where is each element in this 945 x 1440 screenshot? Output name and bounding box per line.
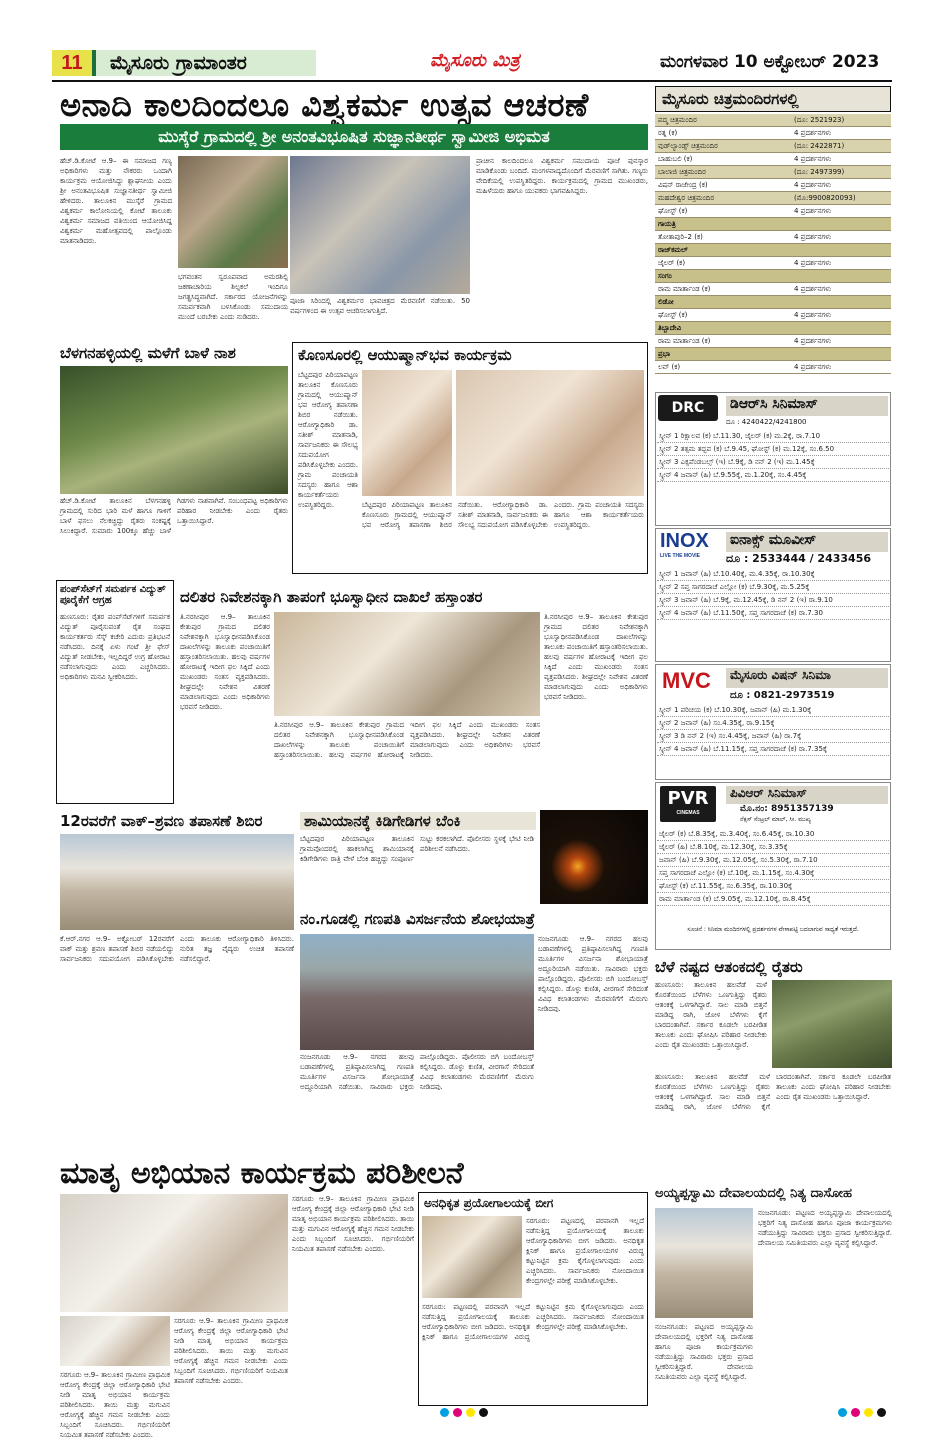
issue-date: ಮಂಗಳವಾರ 10 ಅಕ್ಟೋಬರ್ 2023 bbox=[660, 52, 880, 72]
cinema-row-value bbox=[791, 322, 891, 334]
cinema-row-value: (ಮೊ:9900820093) bbox=[794, 194, 856, 202]
story11-photo bbox=[422, 1216, 522, 1298]
yellow-dot bbox=[466, 1408, 475, 1417]
cinema-row bbox=[655, 361, 891, 374]
cinema-row-name: ಲಿಡೋ bbox=[658, 298, 674, 306]
cinema-row bbox=[655, 114, 891, 127]
pvr-line: ರಾಮ ಮಾರ್ತಾಂಡ (ಕ) ಬೆ.9.05ಕ್ಕೆ, ಮ.12.10ಕ್ಕೆ, ರಾ.8.45ಕ್ಕೆ bbox=[657, 893, 889, 906]
cinema-row bbox=[655, 309, 891, 322]
pvr-address: ನೆಕ್ಸಸ್ ಸೆಂಟ್ರಲ್ ಮಾಲ್, ಸೀ. ಮುಖ್ಯ bbox=[740, 816, 811, 823]
story12-body: ನಂಜನಗೂಡು: ಪಟ್ಟಣದ ಅಯ್ಯಪ್ಪಸ್ವಾಮಿ ದೇವಾಲಯದಲ್ಲಿ ಭಕ್ತರಿಗೆ ನಿತ್ಯ ದಾಸೋಹ ಹಾಗೂ ಪೂಜಾ ಕಾರ್ಯಕ್ರಮಗಳು ನಡೆಯುತ್ತಿದ್ದು ಸಾವಿರಾರು ಭಕ್ತರು ಪ್ರಸಾದ ಸ್ವೀಕರಿಸುತ್ತಿದ್ದಾರೆ. ದೇವಾಲಯ ಸಮಿತಿಯವರು ಎಲ್ಲಾ ವ್ಯವಸ್ಥೆ ಕಲ್ಪಿಸಿದ್ದಾರೆ. bbox=[758, 1209, 892, 1247]
story10-body-2: ಸರಗೂರು ಆ.9– ತಾಲೂಕಿನ ಗ್ರಾಮೀಣ ಪ್ರಾಥಮಿಕ ಆರೋಗ್ಯ ಕೇಂದ್ರಕ್ಕೆ ಜಿಲ್ಲಾ ಆರೋಗ್ಯಾಧಿಕಾರಿ ಭೇಟಿ ನೀಡಿ ಮಾತೃ ಅಭಿಯಾನ ಕಾರ್ಯಕ್ರಮ ಪರಿಶೀಲಿಸಿದರು. ತಾಯಿ ಮತ್ತು ಮಗುವಿನ ಆರೋಗ್ಯಕ್ಕೆ ಹೆಚ್ಚಿನ ಗಮನ ನೀಡಬೇಕು ಎಂದು ಸಿಬ್ಬಂದಿಗೆ ಸೂಚಿಸಿದರು. ಗರ್ಭಿಣಿಯರಿಗೆ ನಿಯಮಿತ ತಪಾಸಣೆ ನಡೆಸಬೇಕು ಎಂದರು. bbox=[60, 1371, 170, 1439]
story1-col2: ಭಗವಂತನ ಸ್ವರೂಪವಾದ ಅಮರಶಿಲ್ಪಿ ಜಕಣಾಚಾರಿಯ ಶಿಲ್ಪಕಲೆ ಇಂದಿಗೂ ಜಗತ್ಪ್ರಸಿದ್ಧವಾಗಿದೆ. ಸರ್ಕಾರದ ಯೋಜನೆಗಳನ್ನು ಸಮರ್ಪಕವಾಗಿ ಬಳಸಿಕೊಂಡು ಸಮುದಾಯ ಮುಂದೆ ಬರಬೇಕು ಎಂದು ನುಡಿದರು. bbox=[178, 273, 288, 321]
cinema-row bbox=[655, 257, 891, 270]
mvc-line: ಸ್ಕ್ರೀನ್ 4 ಜವಾನ್ (ಹಿ) ಬೆ.11.15ಕ್ಕೆ, ಸಪ್ತ ಸಾಗರದಾಚೆ (ಕ) ರಾ.7.35ಕ್ಕೆ bbox=[657, 743, 889, 756]
drc-line: ಸ್ಕ್ರೀನ್ 1 ರಿಕ್ಷಾಲವ (ಕ) ಬೆ.11.30, ಜೈಲರ್ (ಕ) ಮ.2ಕ್ಕೆ, ರಾ.7.10 bbox=[657, 430, 889, 443]
story1-headline: ಅನಾದಿ ಕಾಲದಿಂದಲೂ ವಿಶ್ವಕರ್ಮ ಉತ್ಸವ ಆಚರಣೆ bbox=[60, 86, 589, 124]
cinema-row-name: ಸಂಗಂ bbox=[658, 272, 672, 280]
story12-photo-temple bbox=[655, 1208, 753, 1318]
cinema-row bbox=[655, 205, 891, 218]
pvr-name: ಪಿವಿಆರ್ ಸಿನಿಮಾಸ್ bbox=[726, 786, 888, 804]
story1-photo-women bbox=[178, 156, 288, 268]
cyan-dot bbox=[440, 1408, 449, 1417]
pvr-logo-sub: CINEMAS bbox=[676, 810, 700, 816]
mvc-logo: MVC bbox=[662, 668, 711, 693]
story10-headline: ಮಾತೃ ಅಭಿಯಾನ ಕಾರ್ಯಕ್ರಮ ಪರಿಶೀಲನೆ bbox=[60, 1156, 464, 1191]
cinema-row bbox=[655, 231, 891, 244]
story11-body-2: ಸರಗೂರು: ಪಟ್ಟಣದಲ್ಲಿ ಪರವಾನಗಿ ಇಲ್ಲದೆ ನಡೆಸುತ್ತಿದ್ದ ಪ್ರಯೋಗಾಲಯಕ್ಕೆ ತಾಲೂಕು ಆರೋಗ್ಯಾಧಿಕಾರಿಗಳು ಬೀಗ ಜಡಿದರು. ಅನಧಿಕೃತ ಕ್ಲಿನಿಕ್ ಹಾಗೂ ಪ್ರಯೋಗಾಲಯಗಳ ವಿರುದ್ಧ ಕಟ್ಟುನಿಟ್ಟಿನ ಕ್ರಮ ಕೈಗೊಳ್ಳಲಾಗುವುದು ಎಂದು ಎಚ್ಚರಿಸಿದರು. ಸಾರ್ವಜನಿಕರು ನೋಂದಾಯಿತ ಕೇಂದ್ರಗಳಲ್ಲೇ ಪರೀಕ್ಷೆ ಮಾಡಿಸಿಕೊಳ್ಳಬೇಕು. bbox=[422, 1303, 644, 1341]
cinema-row-name: ಘೋಸ್ಟ್ (ಕ) bbox=[658, 207, 688, 215]
pvr-line: ಜೈಲರ್ (ಕ) ಬೆ.8.35ಕ್ಕೆ, ಮ.3.40ಕ್ಕೆ, ಸಂ.6.45ಕ್ಕೆ, ರಾ.10.30 bbox=[657, 828, 889, 841]
story9-body-2: ಹುಣಸೂರು: ತಾಲೂಕಿನ ಹಲವೆಡೆ ಮಳೆ ಕೊರತೆಯಿಂದ ಬೆಳೆಗಳು ಒಣಗುತ್ತಿದ್ದು ರೈತರು ಆತಂಕಕ್ಕೆ ಒಳಗಾಗಿದ್ದಾರೆ. ಸಾಲ ಮಾಡಿ ಬಿತ್ತನೆ ಮಾಡಿದ್ದ ರಾಗಿ, ಜೋಳ ಬೆಳೆಗಳು ಕೈಗೆ ಬಾರದಂತಾಗಿವೆ. ಸರ್ಕಾರ ಕೂಡಲೇ ಬರಪೀಡಿತ ತಾಲೂಕು ಎಂದು ಘೋಷಿಸಿ ಪರಿಹಾರ ನೀಡಬೇಕು ಎಂದು ರೈತ ಮುಖಂಡರು ಒತ್ತಾಯಿಸಿದ್ದಾರೆ. bbox=[655, 1073, 891, 1111]
cinema-row-name: ಪದ್ಮ ಚಿತ್ರಮಂದಿರ bbox=[658, 116, 697, 124]
cinema-row-value: 4 ಪ್ರದರ್ಶನಗಳು bbox=[794, 337, 832, 345]
story8-body: ನಂಜನಗೂಡು ಆ.9– ನಗರದ ಹಲವು ಬಡಾವಣೆಗಳಲ್ಲಿ ಪ್ರತಿಷ್ಠಾಪಿಸಲಾಗಿದ್ದ ಗಣಪತಿ ಮೂರ್ತಿಗಳ ವಿಸರ್ಜನಾ ಶೋಭಾಯಾತ್ರೆ ಅದ್ದೂರಿಯಾಗಿ ನಡೆಯಿತು. ಸಾವಿರಾರು ಭಕ್ತರು ಪಾಲ್ಗೊಂಡಿದ್ದರು. ಪೊಲೀಸರು ಬಿಗಿ ಬಂದೋಬಸ್ತ್ ಕಲ್ಪಿಸಿದ್ದರು. ಡೊಳ್ಳು ಕುಣಿತ, ವೀರಗಾಸೆ ಸೇರಿದಂತೆ ವಿವಿಧ ಕಲಾತಂಡಗಳು ಮೆರವಣಿಗೆಗೆ ಮೆರುಗು ನೀಡಿದವು. bbox=[300, 1053, 534, 1091]
story1-col1: ಹೆಚ್.ಡಿ.ಕೋಟೆ ಆ.9– ಈ ಸಮಾಜದ ಗಣ್ಯ ಅಧಿಕಾರಿಗಳು ಮತ್ತು ನೌಕರರು ಒಂದಾಗಿ ಕಾರ್ಯಕ್ರಮ ಆಯೋಜಿಸಿದ್ದು ಶ್ಲಾಘನೀಯ ಎಂದು ಶ್ರೀ ಅನಂತವಿಭೂಷಿತ ಸುಜ್ಞಾನತೀರ್ಥ ಸ್ವಾಮೀಜಿ ಹೇಳಿದರು. ತಾಲೂಕಿನ ಮುಸ್ಕೆರೆ ಗ್ರಾಮದ ವಿಶ್ವಕರ್ಮ ಕಾಲೋನಿಯಲ್ಲಿ ಕೋಟೆ ತಾಲೂಕು ವಿಶ್ವಕರ್ಮ ಸಮಾಜದ ವತಿಯಿಂದ ಆಯೋಜಿಸಿದ್ದ ವಿಶ್ವಕರ್ಮ ಮಹೋತ್ಸವದಲ್ಲಿ ಪಾಲ್ಗೊಂಡು ಮಾತನಾಡಿದರು. bbox=[60, 157, 172, 245]
cinema-row bbox=[655, 179, 891, 192]
story1-photo-swamiji bbox=[290, 156, 470, 294]
cinema-row-name: ರಾಮ ಮಾರ್ತಾಂಡ (ಕ) bbox=[658, 285, 711, 293]
cinema-row-value bbox=[791, 244, 891, 256]
cinema-row bbox=[655, 127, 891, 140]
story5-photo bbox=[274, 612, 540, 716]
story2-headline: ಬೆಳಗನಹಳ್ಳಿಯಲ್ಲಿ ಮಳೆಗೆ ಬಾಳೆ ನಾಶ bbox=[60, 344, 236, 362]
cinema-row-value bbox=[791, 270, 891, 282]
cinema-row-name: ತೋತಾಪುರಿ–2 (ಕ) bbox=[658, 233, 703, 241]
cinema-row bbox=[655, 218, 891, 231]
header-rule bbox=[52, 80, 892, 82]
cinema-row-value: 4 ಪ್ರದರ್ಶನಗಳು bbox=[794, 363, 832, 371]
cinema-row-value: 4 ಪ್ರದರ್ಶನಗಳು bbox=[794, 233, 832, 241]
cinema-row bbox=[655, 140, 891, 153]
cinema-row bbox=[655, 270, 891, 283]
story4-headline: ಪಂಪ್‌ಸೆಟ್‌ಗೆ ಸಮರ್ಪಕ ವಿದ್ಯುತ್ ಪೂರೈಕೆಗೆ ಆಗ್ರಹ bbox=[60, 584, 166, 606]
pvr-phone: ಮೊ.ನಂ: 8951357139 bbox=[740, 804, 834, 814]
cinema-row-value: 4 ಪ್ರದರ್ಶನಗಳು bbox=[794, 129, 832, 137]
masthead-logo: ಮೈಸೂರು ಮಿತ್ರ bbox=[430, 50, 520, 71]
cinema-row bbox=[655, 166, 891, 179]
cinema-row-value bbox=[791, 296, 891, 308]
story3-body-2: ಬೆಟ್ಟದಪುರ ಪಿರಿಯಾಪಟ್ಟಣ ತಾಲೂಕಿನ ಕೊಣಸೂರು ಗ್ರಾಮದಲ್ಲಿ ಆಯುಷ್ಮಾನ್ ಭವ ಆರೋಗ್ಯ ತಪಾಸಣಾ ಶಿಬಿರ ನಡೆಯಿತು. ಆರೋಗ್ಯಾಧಿಕಾರಿ ಡಾ. ಸತೀಶ್ ಮಾತನಾಡಿ, ಸಾರ್ವಜನಿಕರು ಈ ಸೌಲಭ್ಯ ಸದುಪಯೋಗ ಪಡಿಸಿಕೊಳ್ಳಬೇಕು ಎಂದರು. ಗ್ರಾಮ ಪಂಚಾಯತಿ ಸದಸ್ಯರು ಹಾಗೂ ಆಶಾ ಕಾರ್ಯಕರ್ತೆಯರು ಉಪಸ್ಥಿತರಿದ್ದರು. bbox=[362, 501, 644, 529]
mvc-line: ಸ್ಕ್ರೀನ್ 1 ಪರಿಚಯ (ಕ) ಬೆ.10.30ಕ್ಕೆ, ಜವಾನ್ (ಹಿ) ಮ.1.30ಕ್ಕೆ bbox=[657, 704, 889, 717]
drc-logo: DRC bbox=[658, 395, 718, 421]
drc-name: ಡಿಆರ್‌ಸಿ ಸಿನಿಮಾಸ್ bbox=[726, 396, 888, 416]
drc-line: ಸ್ಕ್ರೀನ್ 3 ಎಕ್ಸಪೆಂಡಬಲ್ಸ್ (ಇ) ಬೆ.9ಕ್ಕೆ, ಡಿ ನನ್ 2 (ಇ) ಮ.1.45ಕ್ಕೆ bbox=[657, 456, 889, 469]
cinema-row-name: ಜೈಲರ್ (ಕ) bbox=[658, 259, 686, 267]
drc-schedule bbox=[657, 430, 889, 482]
cinema-row-name: ವುಡ್‌ಲ್ಯಾಂಡ್ಸ್ ಚಿತ್ರಮಂದಿರ bbox=[658, 142, 718, 150]
magenta-dot bbox=[453, 1408, 462, 1417]
cinema-row bbox=[655, 153, 891, 166]
story6-photo bbox=[60, 834, 294, 930]
pvr-line: ಜೈಲರ್ (ಹಿ) ಬೆ.8.10ಕ್ಕೆ, ಮ.12.30ಕ್ಕೆ, ಸಂ.3.35ಕ್ಕೆ bbox=[657, 841, 889, 854]
section-title: ಮೈಸೂರು ಗ್ರಾಮಾಂತರ bbox=[96, 50, 316, 76]
story1-col4: ಪ್ರಾಚೀನ ಕಾಲದಿಂದಲೂ ವಿಶ್ವಕರ್ಮ ಸಮುದಾಯ ಪೂಜೆ ಪುನಸ್ಕಾರ ಮಾಡಿಕೊಂಡು ಬಂದಿದೆ. ಮಂಗಳವಾದ್ಯದೊಂದಿಗೆ ಮೆರವಣಿಗೆ ಸಾಗಿತು. ಗಣ್ಯರು ವೇದಿಕೆಯಲ್ಲಿ ಉಪಸ್ಥಿತರಿದ್ದರು. ಕಾರ್ಯಕ್ರಮದಲ್ಲಿ ಗ್ರಾಮದ ಮುಖಂಡರು, ಮಹಿಳೆಯರು ಹಾಗೂ ಯುವಕರು ಭಾಗವಹಿಸಿದ್ದರು. bbox=[476, 157, 648, 195]
cinema-row bbox=[655, 335, 891, 348]
inox-logo: INOX bbox=[660, 530, 709, 552]
cinema-row-value: 4 ಪ್ರದರ್ಶನಗಳು bbox=[794, 155, 832, 163]
inox-line: ಸ್ಕ್ರೀನ್ 1 ಜವಾನ್ (ಹಿ) ಬೆ.10.40ಕ್ಕೆ, ಮ.4.35ಕ್ಕೆ, ರಾ.10.30ಕ್ಕೆ bbox=[657, 568, 889, 581]
cinema-row bbox=[655, 244, 891, 257]
story11-headline: ಅನಧಿಕೃತ ಪ್ರಯೋಗಾಲಯಕ್ಕೆ ಬೀಗ bbox=[424, 1196, 554, 1210]
cinema-row-name: ರಾಜ್‌ಕಮಲ್ bbox=[658, 246, 688, 254]
cinema-row-name: ಘೋಸ್ಟ್ (ಕ) bbox=[658, 311, 688, 319]
cinema-row-value: 4 ಪ್ರದರ್ಶನಗಳು bbox=[794, 285, 832, 293]
pvr-line: ಸಪ್ತ ಸಾಗರದಾಚೆ ಎಲ್ಲೋ (ಕ) ಬೆ.10ಕ್ಕೆ, ಮ.1.15ಕ್ಕೆ, ಸಂ.4.30ಕ್ಕೆ bbox=[657, 867, 889, 880]
registration-marks bbox=[440, 1408, 488, 1417]
inox-schedule bbox=[657, 568, 889, 620]
story6-body: ಕೆ.ಆರ್.ನಗರ ಆ.9– ಅಕ್ಟೋಬರ್ 12ರವರೆಗೆ ವಾಕ್ ಮತ್ತು ಶ್ರವಣ ತಪಾಸಣೆ ಶಿಬಿರ ನಡೆಯಲಿದ್ದು ಸಾರ್ವಜನಿಕರು ಸದುಪಯೋಗ ಪಡಿಸಿಕೊಳ್ಳಬೇಕು ಎಂದು ತಾಲೂಕು ಆರೋಗ್ಯಾಧಿಕಾರಿ ತಿಳಿಸಿದರು. ನುರಿತ ತಜ್ಞ ವೈದ್ಯರು ಉಚಿತ ತಪಾಸಣೆ ನಡೆಸಲಿದ್ದಾರೆ. bbox=[60, 935, 294, 963]
story3-headline: ಕೊಣಸೂರಲ್ಲಿ ಆಯುಷ್ಮಾನ್‌ಭವ ಕಾರ್ಯಕ್ರಮ bbox=[298, 346, 512, 364]
story9-body: ಹುಣಸೂರು: ತಾಲೂಕಿನ ಹಲವೆಡೆ ಮಳೆ ಕೊರತೆಯಿಂದ ಬೆಳೆಗಳು ಒಣಗುತ್ತಿದ್ದು ರೈತರು ಆತಂಕಕ್ಕೆ ಒಳಗಾಗಿದ್ದಾರೆ. ಸಾಲ ಮಾಡಿ ಬಿತ್ತನೆ ಮಾಡಿದ್ದ ರಾಗಿ, ಜೋಳ ಬೆಳೆಗಳು ಕೈಗೆ ಬಾರದಂತಾಗಿವೆ. ಸರ್ಕಾರ ಕೂಡಲೇ ಬರಪೀಡಿತ ತಾಲೂಕು ಎಂದು ಘೋಷಿಸಿ ಪರಿಹಾರ ನೀಡಬೇಕು ಎಂದು ರೈತ ಮುಖಂಡರು ಒತ್ತಾಯಿಸಿದ್ದಾರೆ. bbox=[655, 981, 767, 1049]
story6-headline: 12ರವರೆಗೆ ವಾಕ್–ಶ್ರವಣ ತಪಾಸಣೆ ಶಿಬಿರ bbox=[60, 812, 263, 830]
story5-body-3: ತಿ.ನರಸೀಪುರ ಆ.9– ತಾಲೂಕಿನ ಕೇತುಪುರ ಗ್ರಾಮದ ದಲಿತರ ನಿವೇಶನಕ್ಕಾಗಿ ಭೂಸ್ವಾಧೀನಪಡಿಸಿಕೊಂಡ ದಾಖಲೆಗಳನ್ನು ತಾಲೂಕು ಪಂಚಾಯಿತಿಗೆ ಹಸ್ತಾಂತರಿಸಲಾಯಿತು. ಹಲವು ವರ್ಷಗಳ ಹೋರಾಟಕ್ಕೆ ಇದೀಗ ಫಲ ಸಿಕ್ಕಿದೆ ಎಂದು ಮುಖಂಡರು ಸಂತಸ ವ್ಯಕ್ತಪಡಿಸಿದರು. ಶೀಘ್ರದಲ್ಲೇ ನಿವೇಶನ ವಿತರಣೆ ಮಾಡಲಾಗುವುದು ಎಂದು ಅಧಿಕಾರಿಗಳು ಭರವಸೆ ನೀಡಿದರು. bbox=[544, 613, 648, 701]
story12-headline: ಅಯ್ಯಪ್ಪಸ್ವಾಮಿ ದೇವಾಲಯದಲ್ಲಿ ನಿತ್ಯ ದಾಸೋಹ bbox=[655, 1186, 852, 1201]
story9-photo-farmer bbox=[772, 980, 892, 1068]
cinema-row-value bbox=[791, 218, 891, 230]
drc-line: ಸ್ಕ್ರೀನ್ 4 ಜವಾನ್ (ಹಿ) ಬೆ.9.55ಕ್ಕೆ, ಮ.1.20ಕ್ಕೆ, ಸಂ.4.45ಕ್ಕೆ bbox=[657, 469, 889, 482]
drc-phone: ದೂ : 4240422/4241800 bbox=[726, 418, 807, 426]
drc-line: ಸ್ಕ್ರೀನ್ 2 ತತ್ಸಮ ತದ್ಭವ (ಕ) ಬೆ.9.45, ಘೋಸ್ಟ್ (ಕ) ಮ.12ಕ್ಕೆ, ಸಂ.6.50 bbox=[657, 443, 889, 456]
story4-body: ಹುಣಸೂರು: ರೈತರ ಪಂಪ್‌ಸೆಟ್‌ಗಳಿಗೆ ಸಮರ್ಪಕ ವಿದ್ಯುತ್ ಪೂರೈಸುವಂತೆ ರೈತ ಸಂಘದ ಕಾರ್ಯಕರ್ತರು ಸೆಸ್ಕ್ ಕಚೇರಿ ಎದುರು ಪ್ರತಿಭಟನೆ ನಡೆಸಿದರು. ದಿನಕ್ಕೆ ಏಳು ಗಂಟೆ ತ್ರೀ ಫೇಸ್ ವಿದ್ಯುತ್ ನೀಡಬೇಕು, ಇಲ್ಲದಿದ್ದರೆ ಉಗ್ರ ಹೋರಾಟ ನಡೆಸಲಾಗುವುದು ಎಂದು ಎಚ್ಚರಿಸಿದರು. ಅಧಿಕಾರಿಗಳು ಮನವಿ ಸ್ವೀಕರಿಸಿದರು. bbox=[60, 613, 170, 681]
cinema-row-value: 4 ಪ್ರದರ್ಶನಗಳು bbox=[794, 311, 832, 319]
inox-name: ಐನಾಕ್ಸ್ ಮೂವೀಸ್ bbox=[726, 532, 888, 552]
story3-photo-1 bbox=[362, 370, 452, 496]
story3-body: ಬೆಟ್ಟದಪುರ ಪಿರಿಯಾಪಟ್ಟಣ ತಾಲೂಕಿನ ಕೊಣಸೂರು ಗ್ರಾಮದಲ್ಲಿ ಆಯುಷ್ಮಾನ್ ಭವ ಆರೋಗ್ಯ ತಪಾಸಣಾ ಶಿಬಿರ ನಡೆಯಿತು. ಆರೋಗ್ಯಾಧಿಕಾರಿ ಡಾ. ಸತೀಶ್ ಮಾತನಾಡಿ, ಸಾರ್ವಜನಿಕರು ಈ ಸೌಲಭ್ಯ ಸದುಪಯೋಗ ಪಡಿಸಿಕೊಳ್ಳಬೇಕು ಎಂದರು. ಗ್ರಾಮ ಪಂಚಾಯತಿ ಸದಸ್ಯರು ಹಾಗೂ ಆಶಾ ಕಾರ್ಯಕರ್ತೆಯರು ಉಪಸ್ಥಿತರಿದ್ದರು. bbox=[298, 371, 358, 509]
cinema-row-value: 4 ಪ್ರದರ್ಶನಗಳು bbox=[794, 207, 832, 215]
story9-headline: ಬೆಳೆ ನಷ್ಟದ ಆತಂಕದಲ್ಲಿ ರೈತರು bbox=[655, 958, 803, 976]
inox-line: ಸ್ಕ್ರೀನ್ 4 ಜವಾನ್ (ಹಿ) ಬೆ.11.50ಕ್ಕೆ, ಸಪ್ತ ಸಾಗರದಾಚೆ (ಕ) ರಾ.7.30 bbox=[657, 607, 889, 620]
story5-body-2: ತಿ.ನರಸೀಪುರ ಆ.9– ತಾಲೂಕಿನ ಕೇತುಪುರ ಗ್ರಾಮದ ದಲಿತರ ನಿವೇಶನಕ್ಕಾಗಿ ಭೂಸ್ವಾಧೀನಪಡಿಸಿಕೊಂಡ ದಾಖಲೆಗಳನ್ನು ತಾಲೂಕು ಪಂಚಾಯಿತಿಗೆ ಹಸ್ತಾಂತರಿಸಲಾಯಿತು. ಹಲವು ವರ್ಷಗಳ ಹೋರಾಟಕ್ಕೆ ಇದೀಗ ಫಲ ಸಿಕ್ಕಿದೆ ಎಂದು ಮುಖಂಡರು ಸಂತಸ ವ್ಯಕ್ತಪಡಿಸಿದರು. ಶೀಘ್ರದಲ್ಲೇ ನಿವೇಶನ ವಿತರಣೆ ಮಾಡಲಾಗುವುದು ಎಂದು ಅಧಿಕಾರಿಗಳು ಭರವಸೆ ನೀಡಿದರು. bbox=[274, 721, 540, 759]
cinema-row-name: ರತ್ನ (ಕ) bbox=[658, 129, 678, 137]
cinema-row-name: ಬಾಲಾಜಿ ಚಿತ್ರಮಂದಿರ bbox=[658, 168, 706, 176]
cinema-row bbox=[655, 296, 891, 309]
black-dot bbox=[479, 1408, 488, 1417]
story5-headline: ದಲಿತರ ನಿವೇಶನಕ್ಕಾಗಿ ತಾಪಂಗೆ ಭೂಸ್ವಾಧೀನ ದಾಖಲೆ ಹಸ್ತಾಂತರ bbox=[180, 588, 483, 606]
story12-body-2: ನಂಜನಗೂಡು: ಪಟ್ಟಣದ ಅಯ್ಯಪ್ಪಸ್ವಾಮಿ ದೇವಾಲಯದಲ್ಲಿ ಭಕ್ತರಿಗೆ ನಿತ್ಯ ದಾಸೋಹ ಹಾಗೂ ಪೂಜಾ ಕಾರ್ಯಕ್ರಮಗಳು ನಡೆಯುತ್ತಿದ್ದು ಸಾವಿರಾರು ಭಕ್ತರು ಪ್ರಸಾದ ಸ್ವೀಕರಿಸುತ್ತಿದ್ದಾರೆ. ದೇವಾಲಯ ಸಮಿತಿಯವರು ಎಲ್ಲಾ ವ್ಯವಸ್ಥೆ ಕಲ್ಪಿಸಿದ್ದಾರೆ. bbox=[655, 1323, 753, 1381]
cinema-row-name: ಪ್ರಭಾ bbox=[658, 350, 671, 358]
mvc-phone: ದೂ : 0821-2973519 bbox=[730, 690, 835, 701]
mvc-schedule bbox=[657, 704, 889, 756]
inox-tag: LIVE THE MOVIE bbox=[660, 553, 701, 559]
cinema-row-name: ಗಾಯತ್ರಿ bbox=[658, 220, 676, 228]
cyan-dot bbox=[838, 1408, 847, 1417]
mvc-line: ಸ್ಕ್ರೀನ್ 2 ಜವಾನ್ (ಹಿ) ಸಂ.4.35ಕ್ಕೆ, ರಾ.9.15ಕ್ಕೆ bbox=[657, 717, 889, 730]
story11-body: ಸರಗೂರು: ಪಟ್ಟಣದಲ್ಲಿ ಪರವಾನಗಿ ಇಲ್ಲದೆ ನಡೆಸುತ್ತಿದ್ದ ಪ್ರಯೋಗಾಲಯಕ್ಕೆ ತಾಲೂಕು ಆರೋಗ್ಯಾಧಿಕಾರಿಗಳು ಬೀಗ ಜಡಿದರು. ಅನಧಿಕೃತ ಕ್ಲಿನಿಕ್ ಹಾಗೂ ಪ್ರಯೋಗಾಲಯಗಳ ವಿರುದ್ಧ ಕಟ್ಟುನಿಟ್ಟಿನ ಕ್ರಮ ಕೈಗೊಳ್ಳಲಾಗುವುದು ಎಂದು ಎಚ್ಚರಿಸಿದರು. ಸಾರ್ವಜನಿಕರು ನೋಂದಾಯಿತ ಕೇಂದ್ರಗಳಲ್ಲೇ ಪರೀಕ್ಷೆ ಮಾಡಿಸಿಕೊಳ್ಳಬೇಕು. bbox=[526, 1217, 644, 1285]
yellow-dot bbox=[864, 1408, 873, 1417]
cinema-title: ಮೈಸೂರು ಚಿತ್ರಮಂದಿರಗಳಲ್ಲಿ bbox=[655, 86, 891, 112]
story2-photo-banana bbox=[60, 366, 288, 494]
pvr-schedule bbox=[657, 828, 889, 906]
story10-body: ಸರಗೂರು ಆ.9– ತಾಲೂಕಿನ ಗ್ರಾಮೀಣ ಪ್ರಾಥಮಿಕ ಆರೋಗ್ಯ ಕೇಂದ್ರಕ್ಕೆ ಜಿಲ್ಲಾ ಆರೋಗ್ಯಾಧಿಕಾರಿ ಭೇಟಿ ನೀಡಿ ಮಾತೃ ಅಭಿಯಾನ ಕಾರ್ಯಕ್ರಮ ಪರಿಶೀಲಿಸಿದರು. ತಾಯಿ ಮತ್ತು ಮಗುವಿನ ಆರೋಗ್ಯಕ್ಕೆ ಹೆಚ್ಚಿನ ಗಮನ ನೀಡಬೇಕು ಎಂದು ಸಿಬ್ಬಂದಿಗೆ ಸೂಚಿಸಿದರು. ಗರ್ಭಿಣಿಯರಿಗೆ ನಿಯಮಿತ ತಪಾಸಣೆ ನಡೆಸಬೇಕು ಎಂದರು. bbox=[174, 1317, 288, 1385]
cinema-row-name: ಬಾಹುಬಲಿ (ಕ) bbox=[658, 155, 693, 163]
pvr-line: ಜವಾನ್ (ಹಿ) ಬೆ.9.30ಕ್ಕೆ, ಮ.12.05ಕ್ಕೆ, ಸಂ.5.30ಕ್ಕೆ, ರಾ.7.10 bbox=[657, 854, 889, 867]
story1-col3: ಪೂಜಾ ಸಿರಿಂದಲ್ಲಿ ವಿಶ್ವಕರ್ಮರ ಭಾವಚಿತ್ರದ ಮೆರವಣಿಗೆ ನಡೆಯಿತು. 50 ವರ್ಷಗಳಿಂದ ಈ ಉತ್ಸವ ಆಚರಿಸಲಾಗುತ್ತಿದೆ. bbox=[290, 297, 470, 315]
story1-subheadline: ಮುಸ್ಕೆರೆ ಗ್ರಾಮದಲ್ಲಿ ಶ್ರೀ ಅನಂತವಿಭೂಷಿತ ಸುಜ್ಞಾನತೀರ್ಥ ಸ್ವಾಮೀಜಿ ಅಭಿಮತ bbox=[60, 124, 648, 150]
story10-photo-1 bbox=[60, 1194, 288, 1312]
pvr-logo: PVR bbox=[667, 788, 709, 809]
cinema-row-value: (ದೂ: 2497399) bbox=[794, 168, 845, 176]
story7-body: ಬೆಟ್ಟದಪುರ ಪಿರಿಯಾಪಟ್ಟಣ ತಾಲೂಕಿನ ಗ್ರಾಮವೊಂದರಲ್ಲಿ ಹಾಕಲಾಗಿದ್ದ ಶಾಮಿಯಾನಕ್ಕೆ ಕಿಡಿಗೇಡಿಗಳು ರಾತ್ರಿ ವೇಳೆ ಬೆಂಕಿ ಹಚ್ಚಿದ್ದು ಸಂಪೂರ್ಣ ಸುಟ್ಟು ಕರಕಲಾಗಿದೆ. ಪೊಲೀಸರು ಸ್ಥಳಕ್ಕೆ ಭೇಟಿ ನೀಡಿ ಪರಿಶೀಲನೆ ನಡೆಸಿದರು. bbox=[300, 835, 534, 863]
inox-line: ಸ್ಕ್ರೀನ್ 3 ಜವಾನ್ (ಹಿ) ಬೆ.9ಕ್ಕೆ, ಮ.12.45ಕ್ಕೆ, ಡಿ ನನ್ 2 (ಇ) ರಾ.9.10 bbox=[657, 594, 889, 607]
inox-line: ಸ್ಕ್ರೀನ್ 2 ಸಪ್ತ ಸಾಗರದಾಚೆ ಎಲ್ಲೋ (ಕ) ಬೆ.9.30ಕ್ಕೆ, ಮ.5.25ಕ್ಕೆ bbox=[657, 581, 889, 594]
cinema-row-name: ತಿಬ್ಬಾದೇವಿ bbox=[658, 324, 682, 332]
mvc-name: ಮೈಸೂರು ವಿಷನ್ ಸಿನಿಮಾ bbox=[726, 668, 888, 688]
story8-body-2: ನಂಜನಗೂಡು ಆ.9– ನಗರದ ಹಲವು ಬಡಾವಣೆಗಳಲ್ಲಿ ಪ್ರತಿಷ್ಠಾಪಿಸಲಾಗಿದ್ದ ಗಣಪತಿ ಮೂರ್ತಿಗಳ ವಿಸರ್ಜನಾ ಶೋಭಾಯಾತ್ರೆ ಅದ್ದೂರಿಯಾಗಿ ನಡೆಯಿತು. ಸಾವಿರಾರು ಭಕ್ತರು ಪಾಲ್ಗೊಂಡಿದ್ದರು. ಪೊಲೀಸರು ಬಿಗಿ ಬಂದೋಬಸ್ತ್ ಕಲ್ಪಿಸಿದ್ದರು. ಡೊಳ್ಳು ಕುಣಿತ, ವೀರಗಾಸೆ ಸೇರಿದಂತೆ ವಿವಿಧ ಕಲಾತಂಡಗಳು ಮೆರವಣಿಗೆಗೆ ಮೆರುಗು ನೀಡಿದವು. bbox=[538, 935, 648, 1013]
cinema-row-name: ಲವ್ (ಕ) bbox=[658, 363, 681, 371]
magenta-dot bbox=[851, 1408, 860, 1417]
story10-body-3: ಸರಗೂರು ಆ.9– ತಾಲೂಕಿನ ಗ್ರಾಮೀಣ ಪ್ರಾಥಮಿಕ ಆರೋಗ್ಯ ಕೇಂದ್ರಕ್ಕೆ ಜಿಲ್ಲಾ ಆರೋಗ್ಯಾಧಿಕಾರಿ ಭೇಟಿ ನೀಡಿ ಮಾತೃ ಅಭಿಯಾನ ಕಾರ್ಯಕ್ರಮ ಪರಿಶೀಲಿಸಿದರು. ತಾಯಿ ಮತ್ತು ಮಗುವಿನ ಆರೋಗ್ಯಕ್ಕೆ ಹೆಚ್ಚಿನ ಗಮನ ನೀಡಬೇಕು ಎಂದು ಸಿಬ್ಬಂದಿಗೆ ಸೂಚಿಸಿದರು. ಗರ್ಭಿಣಿಯರಿಗೆ ನಿಯಮಿತ ತಪಾಸಣೆ ನಡೆಸಬೇಕು ಎಂದರು. bbox=[292, 1195, 414, 1253]
story7-headline: ಶಾಮಿಯಾನಕ್ಕೆ ಕಿಡಿಗೇಡಿಗಳ ಬೆಂಕಿ bbox=[300, 812, 536, 830]
cinema-row bbox=[655, 192, 891, 205]
page-number: 11 bbox=[52, 50, 92, 76]
cinema-row-value: 4 ಪ್ರದರ್ಶನಗಳು bbox=[794, 181, 832, 189]
black-dot bbox=[877, 1408, 886, 1417]
cinema-row-value: (ದೂ: 2521923) bbox=[794, 116, 845, 124]
cinema-row-name: ವಿಷನ್ ರಾಜೇಂದ್ರ (ಕ) bbox=[658, 181, 708, 189]
story2-body: ಹೆಚ್.ಡಿ.ಕೋಟೆ ತಾಲೂಕಿನ ಬೆಳಗನಹಳ್ಳಿ ಗ್ರಾಮದಲ್ಲಿ ಸುರಿದ ಭಾರಿ ಮಳೆ ಹಾಗೂ ಗಾಳಿಗೆ ಬಾಳೆ ಫಸಲು ನೆಲಕಚ್ಚಿದ್ದು ರೈತರು ಸಂಕಷ್ಟಕ್ಕೆ ಸಿಲುಕಿದ್ದಾರೆ. ಸುಮಾರು 100ಕ್ಕೂ ಹೆಚ್ಚು ಬಾಳೆ ಗಿಡಗಳು ನಾಶವಾಗಿವೆ. ಸಂಬಂಧಪಟ್ಟ ಅಧಿಕಾರಿಗಳು ಪರಿಹಾರ ನೀಡಬೇಕು ಎಂದು ರೈತರು ಒತ್ತಾಯಿಸಿದ್ದಾರೆ. bbox=[60, 497, 288, 535]
cinema-row-value bbox=[791, 348, 891, 360]
story10-photo-2 bbox=[60, 1316, 170, 1366]
cinema-row bbox=[655, 322, 891, 335]
mvc-line: ಸ್ಕ್ರೀನ್ 3 ಡಿ ನನ್ 2 (ಇ) ಸಂ.4.45ಕ್ಕೆ, ಜವಾನ್ (ಹಿ) ರಾ.7ಕ್ಕೆ bbox=[657, 730, 889, 743]
story8-photo-procession bbox=[300, 934, 534, 1050]
story5-body: ತಿ.ನರಸೀಪುರ ಆ.9– ತಾಲೂಕಿನ ಕೇತುಪುರ ಗ್ರಾಮದ ದಲಿತರ ನಿವೇಶನಕ್ಕಾಗಿ ಭೂಸ್ವಾಧೀನಪಡಿಸಿಕೊಂಡ ದಾಖಲೆಗಳನ್ನು ತಾಲೂಕು ಪಂಚಾಯಿತಿಗೆ ಹಸ್ತಾಂತರಿಸಲಾಯಿತು. ಹಲವು ವರ್ಷಗಳ ಹೋರಾಟಕ್ಕೆ ಇದೀಗ ಫಲ ಸಿಕ್ಕಿದೆ ಎಂದು ಮುಖಂಡರು ಸಂತಸ ವ್ಯಕ್ತಪಡಿಸಿದರು. ಶೀಘ್ರದಲ್ಲೇ ನಿವೇಶನ ವಿತರಣೆ ಮಾಡಲಾಗುವುದು ಎಂದು ಅಧಿಕಾರಿಗಳು ಭರವಸೆ ನೀಡಿದರು. bbox=[180, 613, 270, 711]
story7-photo-fire bbox=[540, 810, 648, 904]
cinema-row-value: 4 ಪ್ರದರ್ಶನಗಳು bbox=[794, 259, 832, 267]
cinema-note: ಸೂಚನೆ : ಸಿನಿಮಾ ಮಂದಿರಗಳಲ್ಲಿ ಪ್ರದರ್ಶನಗಳ ವೇಳಾಪಟ್ಟಿ ಬದಲಾಗುವ ಸಾಧ್ಯತೆ ಇರುತ್ತದೆ. bbox=[687, 926, 859, 933]
cinema-row bbox=[655, 348, 891, 361]
inox-phone: ದೂ : 2533444 / 2433456 bbox=[726, 552, 872, 565]
cinema-listing-table bbox=[655, 114, 891, 374]
story8-headline: ನಂ.ಗೂಡಲ್ಲಿ ಗಣಪತಿ ವಿಸರ್ಜನೆಯ ಶೋಭಯಾತ್ರೆ bbox=[300, 910, 535, 928]
cinema-row-name: ರಾಮ ಮಾರ್ತಾಂಡ (ಕ) bbox=[658, 337, 711, 345]
pvr-line: ಘೋಸ್ಟ್ (ಕ) ಬೆ.11.55ಕ್ಕೆ, ಸಂ.6.35ಕ್ಕೆ, ರಾ.10.30ಕ್ಕೆ bbox=[657, 880, 889, 893]
cinema-row bbox=[655, 283, 891, 296]
story3-photo-2 bbox=[456, 370, 644, 496]
cinema-row-value: (ದೂ: 2422871) bbox=[794, 142, 845, 150]
registration-marks-right bbox=[838, 1408, 886, 1417]
cinema-row-name: ಮಹದೇಶ್ವರ ಚಿತ್ರಮಂದಿರ bbox=[658, 194, 715, 202]
